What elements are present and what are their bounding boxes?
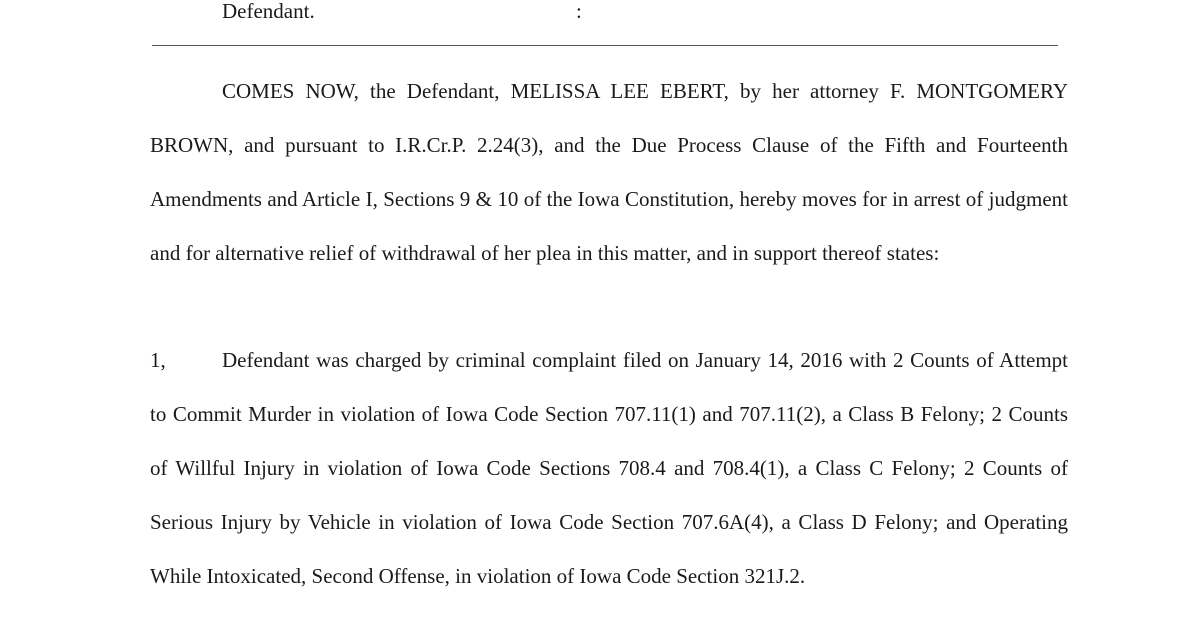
intro-paragraph: COMES NOW, the Defendant, MELISSA LEE EBERT, by her attorney F. MONTGOMERY BROWN, and pursuant to I.R.Cr.P. 2.24(3), and the Due Process Clause of the Fifth and Fourteenth Amendments and Article I, Sections 9 & 10 of the Iowa Constitution, hereby moves for in arrest of judgment and for alternative relief of withdrawal of her plea in this matter, and in support thereof states: <box>150 79 1068 265</box>
caption-divider <box>152 45 1058 46</box>
paragraph-number: 1, <box>150 348 166 372</box>
caption-party-label: Defendant. <box>222 0 315 23</box>
numbered-paragraph-1 <box>150 333 1068 630</box>
caption-separator: : <box>576 0 582 23</box>
paragraph-text: Defendant was charged by criminal complaint filed on January 14, 2016 with 2 Counts of Attempt to Commit Murder in violation of Iowa Code Section 707.11(1) and 707.11(2), a Class B Felony; 2 Counts of Willful Injury in violation of Iowa Code Sections 708.4 and 708.4(1), a Class C Felony; 2 Counts of Serious Injury by Vehicle in violation of Iowa Code Section 707.6A(4), a Class D Felony; and Operating While Intoxicated, Second Offense, in violation of Iowa Code Section 321J.2. <box>150 348 1068 588</box>
